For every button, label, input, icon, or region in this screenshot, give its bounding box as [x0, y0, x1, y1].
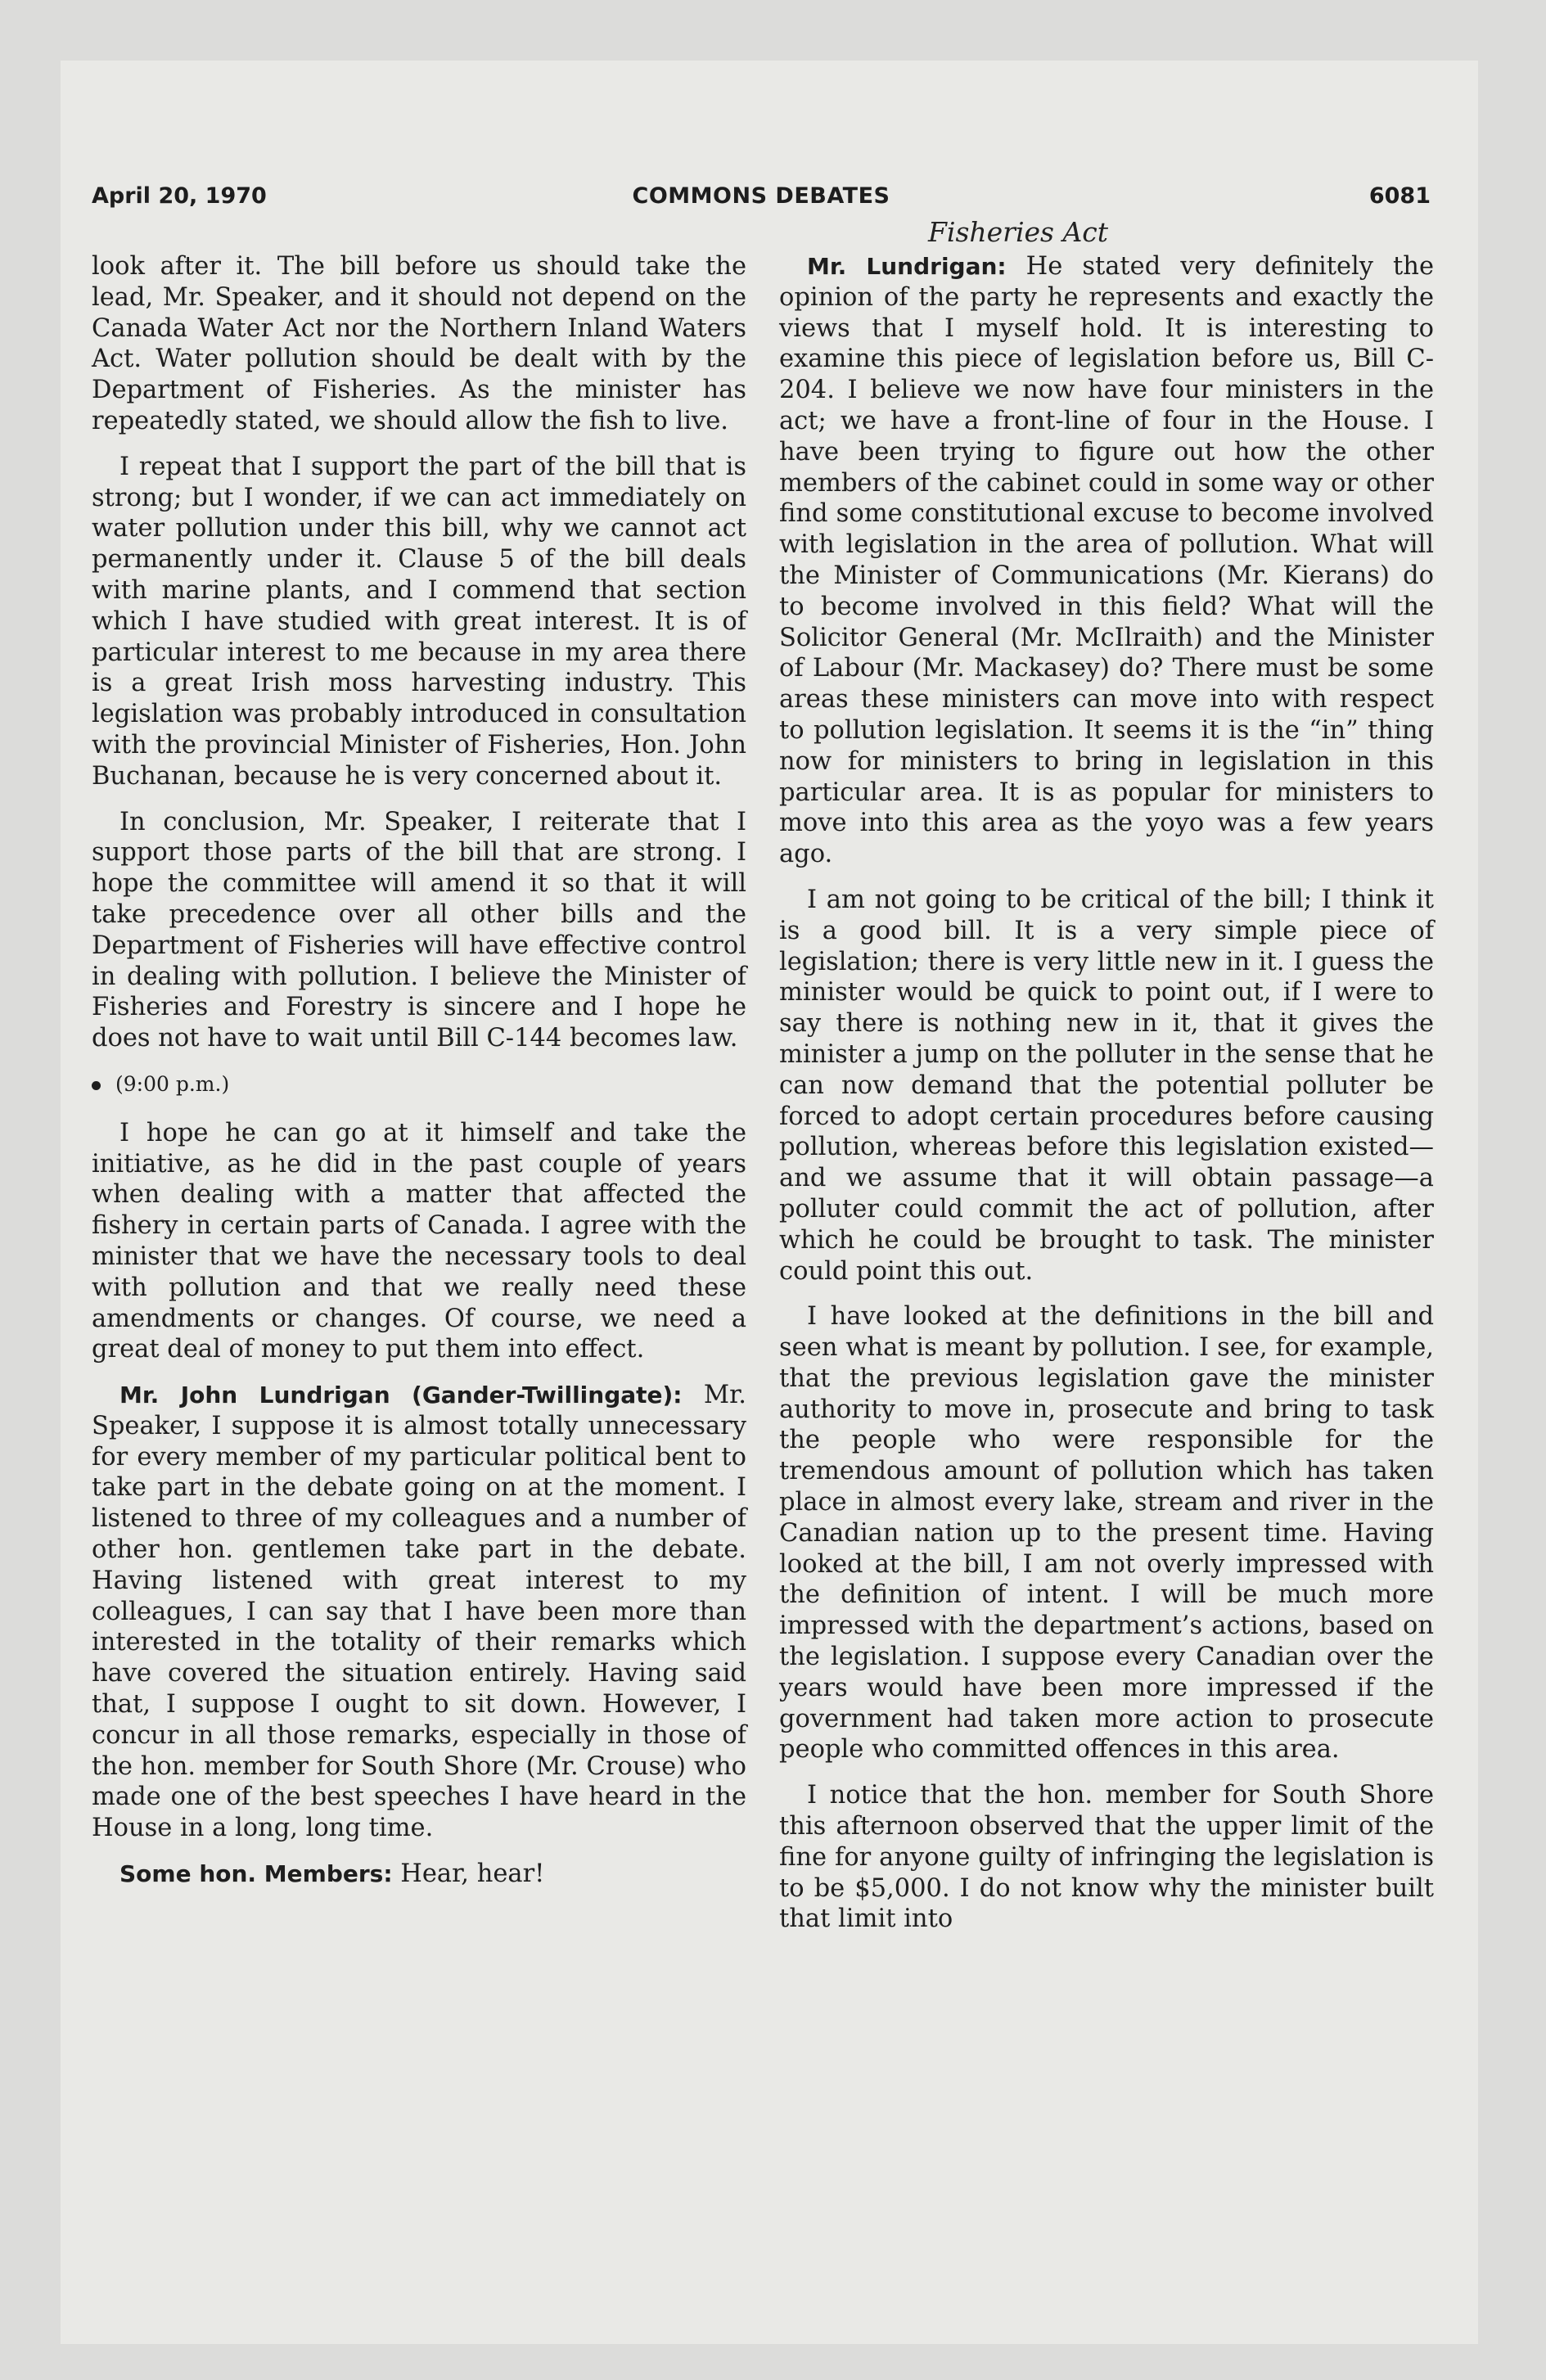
paragraph: I hope he can go at it himself and take the initiative, as he did in the past couple of years when dealing with a matter that affected the fishery in certain parts of Canada. I agree with the minister that we have the necessary tools to deal with pollution and that we really need these amendments or changes. Of course, we need a great deal of money to put them into effect.	[92, 1118, 746, 1364]
bullet-icon	[92, 1081, 101, 1090]
speaker-name: Mr. Lundrigan:	[807, 253, 1007, 280]
speech-text: Hear, hear!	[400, 1859, 545, 1889]
header-title: COMMONS DEBATES	[632, 183, 890, 209]
paragraph: I am not going to be critical of the bill; I think it is a good bill. It is a very simple piece of legislation; there is very little new in it. I guess the minister would be quick to point out, if I were to say there is nothing new in it, that it gives the minister a jump on the polluter in the sense that he can now demand that the potential polluter be forced to adopt certain procedures before causing pollution, whereas before this legislation existed—and we assume that it will obtain passage—a polluter could commit the act of pollution, after which he could be brought to task. The minister could point this out.	[779, 885, 1434, 1286]
speech-text: He stated very definitely the opinion of the party he represents and exactly the views that I myself hold. It is interesting to examine this piece of legislation before us, Bill C-204. I believe we now have four ministers in the act; we have a front-line of four in the House. I have been trying to figure out how the other members of the cabinet could in some way or other find some constitutional excuse to become involved with legislation in the area of pollution. What will the Minister of Communications (Mr. Kierans) do to become involved in this field? What will the Solicitor General (Mr. McIlraith) and the Minister of Labour (Mr. Mackasey) do? There must be some areas these ministers can move into with respect to pollution legislation. It seems it is the “in” thing now for ministers to bring in legislation in this particular area. It is as popular for ministers to move into this area as the yoyo was a few years ago.	[779, 252, 1434, 869]
page-header	[92, 183, 1431, 216]
paragraph: In conclusion, Mr. Speaker, I reiterate that I support those parts of the bill that are strong. I hope the committee will amend it so that it will take precedence over all other bills and the Department of Fisheries will have effective control in dealing with pollution. I believe the Minister of Fisheries and Forestry is sincere and I hope he does not have to wait until Bill C-144 becomes law.	[92, 807, 746, 1053]
speech	[92, 1380, 746, 1844]
speaker-name: Some hon. Members:	[119, 1860, 393, 1888]
paragraph: I have looked at the definitions in the bill and seen what is meant by pollution. I see, for example, that the previous legislation gave the minister authority to move in, prosecute and bring to task the people who were responsible for the tremendous amount of pollution which has taken place in almost every lake, stream and river in the Canadian nation up to the present time. Having looked at the bill, I am not overly impressed with the definition of intent. I will be much more impressed with the department’s actions, based on the legislation. I suppose every Canadian over the years would have been more impressed if the government had taken more action to prosecute people who committed offences in this area.	[779, 1302, 1434, 1765]
subject-heading: Fisheries Act	[928, 216, 1109, 248]
speaker-name: Mr. John Lundrigan (Gander-Twillingate):	[119, 1382, 683, 1409]
paragraph: I repeat that I support the part of the bill that is strong; but I wonder, if we can act immediately on water pollution under this bill, why we cannot act permanently under it. Clause 5 of the bill deals with marine plants, and I commend that section which I have studied with great interest. It is of particular interest to me because in my area there is a great Irish moss harvesting industry. This legislation was probably introduced in consultation with the provincial Minister of Fisheries, Hon. John Buchanan, because he is very concerned about it.	[92, 452, 746, 791]
header-date: April 20, 1970	[92, 183, 267, 209]
paragraph: I notice that the hon. member for South Shore this afternoon observed that the upper limit of the fine for anyone guilty of infringing the legislation is to be $5,000. I do not know why the minister built that limit into	[779, 1781, 1434, 1934]
time-label: (9:00 p.m.)	[115, 1071, 230, 1096]
left-column	[92, 251, 746, 1904]
speech-text: Mr. Speaker, I suppose it is almost totally unnecessary for every member of my particular political bent to take part in the debate going on at the moment. I listened to three of my colleagues and a number of other hon. gentlemen take part in the debate. Having listened with great interest to my colleagues, I can say that I have been more than interested in the totality of their remarks which have covered the situation entirely. Having said that, I suppose I ought to sit down. However, I concur in all those remarks, especially in those of the hon. member for South Shore (Mr. Crouse) who made one of the best speeches I have heard in the House in a long, long time.	[92, 1381, 746, 1843]
speech	[92, 1859, 746, 1890]
right-column	[779, 251, 1434, 1950]
paragraph: look after it. The bill before us should take the lead, Mr. Speaker, and it should not depend on the Canada Water Act nor the Northern Inland Waters Act. Water pollution should be dealt with by the Department of Fisheries. As the minister has repeatedly stated, we should allow the fish to live.	[92, 252, 746, 435]
time-marker	[92, 1069, 746, 1100]
page-number: 6081	[1368, 183, 1431, 209]
speech	[779, 251, 1434, 870]
